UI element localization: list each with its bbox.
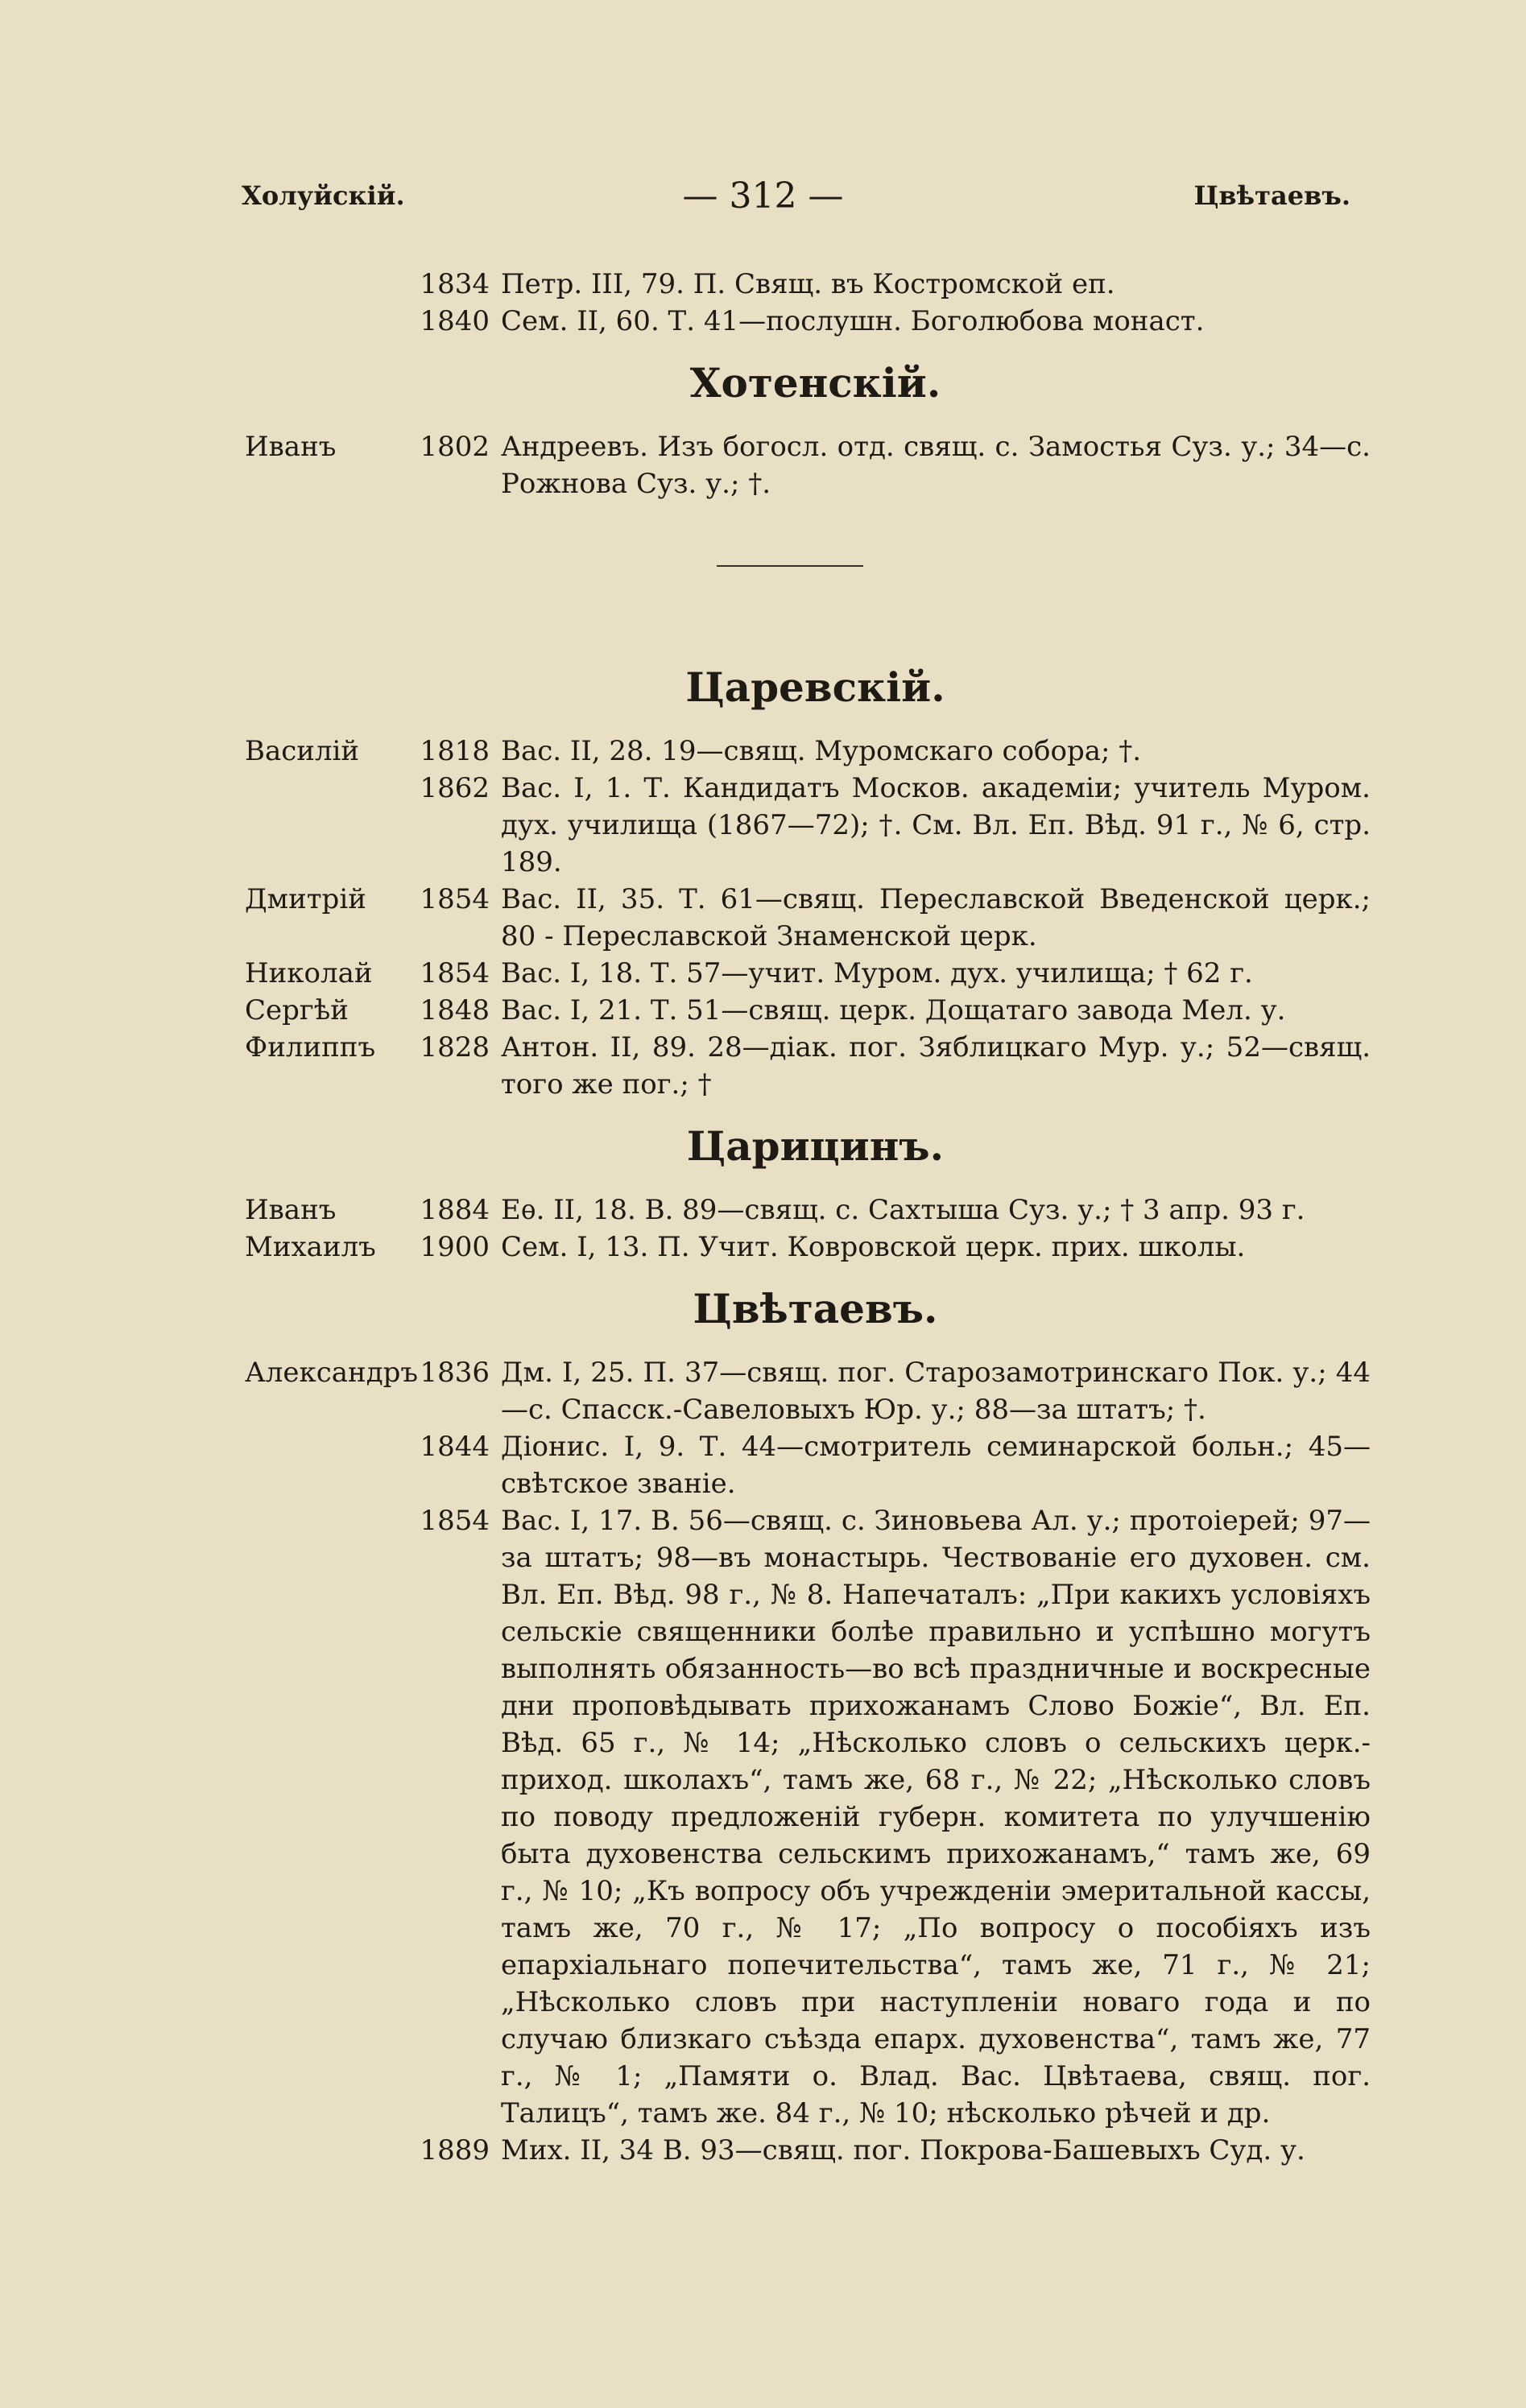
entry xyxy=(0,303,1526,340)
entry xyxy=(0,1428,1526,1502)
entry-text: Вас. I, 21. Т. 51—свящ. церк. Дощатаго завода Мел. у. xyxy=(501,994,1286,1026)
section-title: Цвѣтаевъ. xyxy=(693,1285,938,1332)
entry-name: Иванъ xyxy=(245,431,337,463)
entry-name: Иванъ xyxy=(245,1194,337,1226)
entry-year: 1854 xyxy=(420,957,490,989)
page-number: — 312 — xyxy=(682,176,844,217)
entry-name: Михаилъ xyxy=(245,1231,376,1263)
entry-text: Еѳ. II, 18. В. 89—свящ. с. Сахтыша Суз. у.; † 3 апр. 93 г. xyxy=(501,1194,1305,1226)
entry xyxy=(0,733,1526,770)
entry-text: Антон. II, 89. 28—діак. пог. Зяблицкаго Мур. у.; 52—свящ. того же пог.; † xyxy=(501,1031,1371,1101)
entry-name: Василій xyxy=(245,735,360,767)
entry-text: Дм. I, 25. П. 37—свящ. пог. Старозамотринскаго Пок. у.; 44—с. Спасск.-Савеловыхъ Юр. у.; 88—за штатъ; †. xyxy=(501,1357,1371,1426)
entry-name: Николай xyxy=(245,957,373,989)
entry xyxy=(0,1502,1526,2132)
entry-text: Вас. II, 35. Т. 61—свящ. Переславской Введенской церк.; 80 - Переславской Знаменской церк. xyxy=(501,883,1371,952)
entry-year: 1900 xyxy=(420,1231,490,1263)
entry-year: 1854 xyxy=(420,883,490,915)
entry-year: 1836 xyxy=(420,1357,490,1389)
entry xyxy=(0,770,1526,881)
entry-year: 1818 xyxy=(420,735,490,767)
entry-year: 1848 xyxy=(420,994,490,1026)
entry xyxy=(0,1029,1526,1103)
entry-text: Вас. I, 18. Т. 57—учит. Муром. дух. училища; † 62 г. xyxy=(501,957,1253,989)
running-head-left: Холуйскій. xyxy=(242,180,405,211)
entry-text: Діонис. I, 9. Т. 44—смотритель семинарской больн.; 45—свѣтское званіе. xyxy=(501,1431,1371,1500)
running-head-right: Цвѣтаевъ. xyxy=(1193,180,1350,211)
entries xyxy=(0,266,1526,2169)
entry-text: Мих. II, 34 В. 93—свящ. пог. Покрова-Башевыхъ Суд. у. xyxy=(501,2134,1305,2166)
entry xyxy=(0,992,1526,1029)
entry xyxy=(0,881,1526,955)
entry xyxy=(0,1229,1526,1266)
section-title: Хотенскій. xyxy=(689,359,941,407)
entry xyxy=(0,428,1526,502)
section-title: Царевскій. xyxy=(685,663,945,711)
entry xyxy=(0,1354,1526,1428)
entry-year: 1854 xyxy=(420,1505,490,1537)
entry-text: Сем. I, 13. П. Учит. Ковровской церк. прих. школы. xyxy=(501,1231,1246,1263)
entry-year: 1802 xyxy=(420,431,490,463)
entry-year: 1844 xyxy=(420,1431,490,1463)
entry-year: 1862 xyxy=(420,772,490,804)
entry-name: Дмитрій xyxy=(245,883,366,915)
entry xyxy=(0,1192,1526,1229)
entry-text: Вас. I, 17. В. 56—свящ. с. Зиновьева Ал. у.; протоіерей; 97—за штатъ; 98—въ монастырь. Чествованіе его духовен. см. Вл. Еп. Вѣд. 98 г., № 8. Напечаталъ: „При какихъ условіяхъ сельскіе священники болѣе правильно и успѣшно могутъ выполнять обязанность—во всѣ праздничные и воскресные дни проповѣдывать прихожанамъ Слово Божіе“, Вл. Еп. Вѣд. 65 г., № 14; „Нѣсколько словъ о сельскихъ церк.-приход. школахъ“, тамъ же, 68 г., № 22; „Нѣсколько словъ по поводу предложеній губерн. комитета по улучшенію быта духовенства сельскимъ прихожанамъ,“ тамъ же, 69 г., № 10; „Къ вопросу объ учрежденіи эмеритальной кассы, тамъ же, 70 г., № 17; „По вопросу о пособіяхъ изъ епархіальнаго попечительства“, тамъ же, 71 г., № 21; „Нѣсколько словъ при наступленіи новаго года и по случаю близкаго съѣзда епарх. духовенства“, тамъ же, 77 г., № 1; „Памяти о. Влад. Вас. Цвѣтаева, свящ. пог. Талицъ“, тамъ же. 84 г., № 10; нѣсколько рѣчей и др. xyxy=(501,1505,1371,2129)
running-head xyxy=(0,176,1526,225)
entry-text: Вас. II, 28. 19—свящ. Муромскаго собора; †. xyxy=(501,735,1142,767)
entry-text: Вас. I, 1. Т. Кандидатъ Москов. академіи; учитель Муром. дух. училища (1867—72); †. См. Вл. Еп. Вѣд. 91 г., № 6, стр. 189. xyxy=(501,772,1371,878)
entry-year: 1889 xyxy=(420,2134,490,2166)
entry-year: 1840 xyxy=(420,305,490,337)
entry-year: 1834 xyxy=(420,268,490,300)
entry-year: 1884 xyxy=(420,1194,490,1226)
entry-text: Андреевъ. Изъ богосл. отд. свящ. с. Замостья Суз. у.; 34—с. Рожнова Суз. у.; †. xyxy=(501,431,1371,500)
entry xyxy=(0,266,1526,303)
section-divider xyxy=(717,565,863,567)
entry-text: Сем. II, 60. Т. 41—послушн. Боголюбова монаст. xyxy=(501,305,1205,337)
entry-name: Сергѣй xyxy=(245,994,349,1026)
entry xyxy=(0,2132,1526,2169)
entry xyxy=(0,955,1526,992)
entry-name: Филиппъ xyxy=(245,1031,376,1064)
entry-year: 1828 xyxy=(420,1031,490,1064)
entry-text: Петр. III, 79. П. Свящ. въ Костромской еп. xyxy=(501,268,1115,300)
section-title: Царицинъ. xyxy=(686,1122,945,1170)
entry-name: Александръ xyxy=(245,1357,419,1389)
